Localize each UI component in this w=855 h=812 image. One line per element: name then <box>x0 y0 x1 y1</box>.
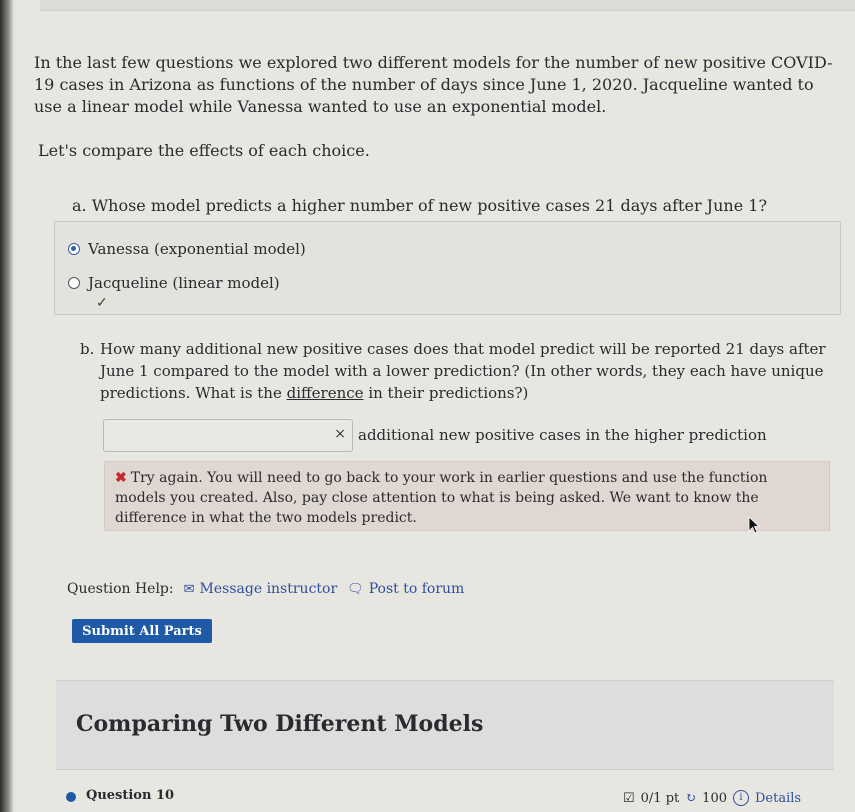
compare-text: Let's compare the effects of each choice. <box>38 141 370 160</box>
question-footer <box>56 782 834 812</box>
part-a-choices <box>54 221 841 315</box>
option-label: Jacqueline (linear model) <box>88 274 280 292</box>
radio-selected-icon[interactable] <box>68 243 80 255</box>
status-dot-icon <box>66 792 76 802</box>
details-link[interactable]: Details <box>755 790 802 806</box>
info-icon: i <box>733 790 749 806</box>
submit-all-parts-button[interactable]: Submit All Parts <box>72 619 212 643</box>
question-meta <box>623 790 801 806</box>
post-to-forum-label: Post to forum <box>368 581 465 597</box>
question-number: Question 10 <box>86 788 175 803</box>
answer-suffix: additional new positive cases in the higher prediction <box>358 426 767 444</box>
intro-paragraph: In the last few questions we explored two different models for the number of new positive COVID-19 cases in Arizona as functions of the number of days since June 1, 2020. Jacqueline wanted to use a linear model while Vanessa wanted to use an exponential model. <box>34 53 833 116</box>
feedback-box <box>104 461 830 531</box>
feedback-text <box>115 468 815 528</box>
post-to-forum-link[interactable] <box>347 581 464 597</box>
part-b-lead: b. <box>80 340 95 358</box>
part-b-text-2: in their predictions?) <box>363 384 529 402</box>
part-b-underlined: difference <box>286 384 364 402</box>
option-label: Vanessa (exponential model) <box>88 240 306 258</box>
points-value: 0/1 pt <box>640 790 680 806</box>
message-instructor-link[interactable] <box>184 581 338 597</box>
error-icon: ✖ <box>115 470 127 486</box>
top-strip <box>40 0 855 11</box>
mouse-cursor-icon <box>748 516 760 534</box>
radio-unselected-icon[interactable] <box>68 277 80 289</box>
message-instructor-label: Message instructor <box>199 581 338 597</box>
answer-input[interactable] <box>103 419 353 452</box>
feedback-message: Try again. You will need to go back to your work in earlier questions and use the function models you created. Also, pay close attention to what is being asked. We want to know the difference in what the two models predict. <box>115 470 768 526</box>
points-icon: ☑ <box>623 790 635 806</box>
chat-icon: 🗨 <box>347 581 364 597</box>
part-b-question <box>80 338 830 404</box>
question-help <box>67 581 464 597</box>
correct-check-icon: ✓ <box>96 295 108 311</box>
retries-value: 100 <box>702 790 727 806</box>
option-jacqueline[interactable] <box>68 274 280 292</box>
clear-icon[interactable]: × <box>334 426 346 442</box>
section-banner <box>56 680 834 770</box>
mail-icon: ✉ <box>183 581 195 597</box>
banner-title: Comparing Two Different Models <box>76 711 484 737</box>
part-b-text-1: How many additional new positive cases does that model predict will be reported 21 days after June 1 compared to the model with a lower prediction? (In other words, they each have unique predictions. What is the <box>100 340 826 402</box>
option-vanessa[interactable] <box>68 240 306 258</box>
help-label: Question Help: <box>67 581 174 597</box>
retry-icon: ↻ <box>685 790 697 806</box>
left-edge-shadow <box>0 0 14 812</box>
part-a-question: a. Whose model predicts a higher number of new positive cases 21 days after June 1? <box>72 196 768 215</box>
